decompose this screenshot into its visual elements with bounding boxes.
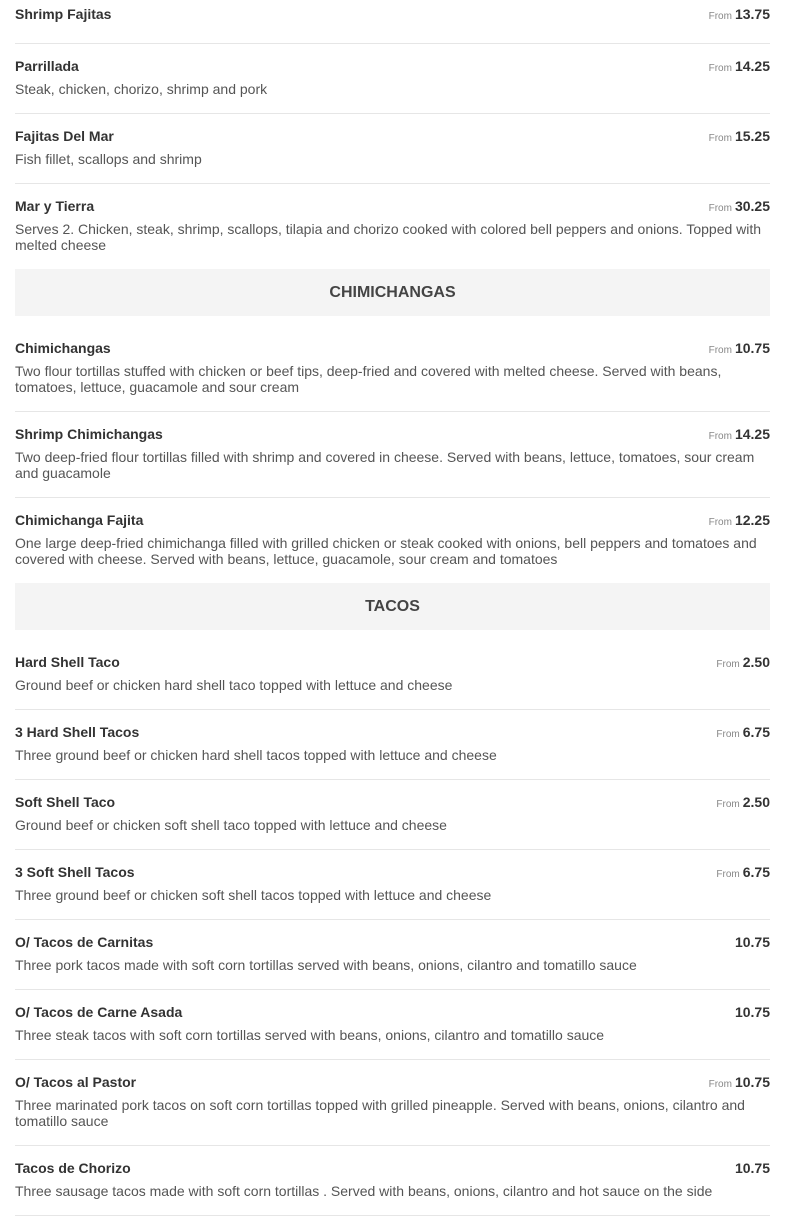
menu-item[interactable] xyxy=(15,326,770,412)
menu-item-name: O/ Tacos de Carne Asada xyxy=(15,1004,183,1020)
price-from-label: From xyxy=(708,11,732,22)
price-from-label: From xyxy=(716,659,740,670)
menu-item-price-group xyxy=(716,794,770,812)
menu-item-name: Hard Shell Taco xyxy=(15,654,120,670)
menu-item-price-group xyxy=(709,340,770,358)
price-from-label: From xyxy=(708,517,732,528)
menu-item-price: 10.75 xyxy=(734,934,770,950)
menu-item-description: Three ground beef or chicken hard shell tacos topped with lettuce and cheese xyxy=(15,747,497,763)
menu-item-price-group xyxy=(709,128,770,146)
menu-item-name: Shrimp Chimichangas xyxy=(15,426,163,442)
menu-item-price: 10.75 xyxy=(734,1074,770,1090)
menu-item-description: Fish fillet, scallops and shrimp xyxy=(15,151,202,167)
menu-item-description: Three marinated pork tacos on soft corn tortillas topped with grilled pineapple. Served with beans, onions, cilantro and tomatillo sauce xyxy=(15,1097,745,1129)
menu-item-header xyxy=(15,426,770,444)
section-header: CHIMICHANGAS xyxy=(15,269,770,316)
menu-item-header xyxy=(15,58,770,76)
menu-item-price-group xyxy=(716,864,770,882)
menu-item-price: 2.50 xyxy=(742,654,770,670)
menu-item-description: One large deep-fried chimichanga filled with grilled chicken or steak cooked with onions, bell peppers and tomatoes and covered with cheese. Served with beans, lettuce, guacamole, sour cream and tomatoes xyxy=(15,535,757,567)
menu-item[interactable] xyxy=(15,640,770,710)
menu-item-name: O/ Tacos al Pastor xyxy=(15,1074,137,1090)
menu-item-name: Fajitas Del Mar xyxy=(15,128,114,144)
menu-item-header xyxy=(15,512,770,530)
price-from-label: From xyxy=(708,203,732,214)
menu-item-name: Tacos de Chorizo xyxy=(15,1160,131,1176)
menu-item-price-group xyxy=(735,934,770,952)
menu-item-header xyxy=(15,864,770,882)
section-header: TACOS xyxy=(15,583,770,630)
menu-item-description: Ground beef or chicken hard shell taco topped with lettuce and cheese xyxy=(15,677,453,693)
menu-item-price: 10.75 xyxy=(734,1160,770,1176)
menu-item-price: 13.75 xyxy=(734,6,770,22)
menu-item-header xyxy=(15,198,770,216)
menu-item-price: 12.25 xyxy=(734,512,770,528)
menu-item[interactable] xyxy=(15,412,770,498)
menu-item-price: 10.75 xyxy=(734,1004,770,1020)
menu-item-price: 2.50 xyxy=(742,794,770,810)
menu-item-price-group xyxy=(735,1160,770,1178)
menu-item-name: Chimichangas xyxy=(15,340,111,356)
menu-item-name: 3 Soft Shell Tacos xyxy=(15,864,135,880)
menu-item-description: Three pork tacos made with soft corn tortillas served with beans, onions, cilantro and tomatillo sauce xyxy=(15,957,637,973)
menu-item-price-group xyxy=(709,426,770,444)
menu-item[interactable] xyxy=(15,0,770,44)
price-from-label: From xyxy=(716,799,740,810)
menu-item-description: Serves 2. Chicken, steak, shrimp, scallops, tilapia and chorizo cooked with colored bell peppers and onions. Topped with melted cheese xyxy=(15,221,762,253)
price-from-label: From xyxy=(708,1079,732,1090)
menu-item-header xyxy=(15,654,770,672)
menu-item-header xyxy=(15,934,770,952)
menu-item-price: 6.75 xyxy=(742,724,770,740)
price-from-label: From xyxy=(708,63,732,74)
menu-item-description: Three steak tacos with soft corn tortillas served with beans, onions, cilantro and tomatillo sauce xyxy=(15,1027,605,1043)
menu-item-price-group xyxy=(716,654,770,672)
menu-item[interactable] xyxy=(15,498,770,583)
menu-item-description: Two deep-fried flour tortillas filled with shrimp and covered in cheese. Served with beans, lettuce, tomatoes, sour cream and guacamole xyxy=(15,449,755,481)
menu-item-header xyxy=(15,1160,770,1178)
menu-item-header xyxy=(15,724,770,742)
menu-item-price: 6.75 xyxy=(742,864,770,880)
menu-item-header xyxy=(15,128,770,146)
menu-item-name: Soft Shell Taco xyxy=(15,794,116,810)
menu-item-description: Ground beef or chicken soft shell taco topped with lettuce and cheese xyxy=(15,817,447,833)
price-from-label: From xyxy=(708,133,732,144)
menu-item-price: 30.25 xyxy=(734,198,770,214)
menu-item-price: 15.25 xyxy=(734,128,770,144)
price-from-label: From xyxy=(716,869,740,880)
menu-item-header xyxy=(15,6,770,24)
menu-item-name: Parrillada xyxy=(15,58,79,74)
menu-item-name: O/ Tacos de Carnitas xyxy=(15,934,154,950)
menu-item-name: Shrimp Fajitas xyxy=(15,6,112,22)
price-from-label: From xyxy=(708,345,732,356)
menu-item-description: Steak, chicken, chorizo, shrimp and pork xyxy=(15,81,268,97)
menu-item-price-group xyxy=(709,1074,770,1092)
menu-item[interactable] xyxy=(15,850,770,920)
menu-item-header xyxy=(15,794,770,812)
menu-item-description: Three sausage tacos made with soft corn tortillas . Served with beans, onions, cilantro and hot sauce on the side xyxy=(15,1183,713,1199)
menu-item-name: 3 Hard Shell Tacos xyxy=(15,724,140,740)
menu-item-description: Two flour tortillas stuffed with chicken or beef tips, deep-fried and covered with melted cheese. Served with beans, tomatoes, lettuce, guacamole and sour cream xyxy=(15,363,722,395)
menu-item[interactable] xyxy=(15,184,770,269)
menu-item-name: Mar y Tierra xyxy=(15,198,95,214)
menu-item-price-group xyxy=(709,198,770,216)
menu-item-header xyxy=(15,1004,770,1022)
menu-item[interactable] xyxy=(15,1060,770,1146)
price-from-label: From xyxy=(708,431,732,442)
menu-item[interactable] xyxy=(15,920,770,990)
menu-item-price: 10.75 xyxy=(734,340,770,356)
menu-item-price-group xyxy=(709,6,770,24)
menu-item[interactable] xyxy=(15,44,770,114)
menu-item-price-group xyxy=(709,512,770,530)
menu-item[interactable] xyxy=(15,990,770,1060)
menu-item[interactable] xyxy=(15,780,770,850)
menu-item[interactable] xyxy=(15,710,770,780)
menu-item-price-group xyxy=(716,724,770,742)
price-from-label: From xyxy=(716,729,740,740)
menu-item-description: Three ground beef or chicken soft shell tacos topped with lettuce and cheese xyxy=(15,887,492,903)
menu-item-price-group xyxy=(709,58,770,76)
menu-item[interactable] xyxy=(15,114,770,184)
menu-item-header xyxy=(15,1074,770,1092)
menu-item-price: 14.25 xyxy=(734,58,770,74)
menu-item-price-group xyxy=(735,1004,770,1022)
menu-item-price: 14.25 xyxy=(734,426,770,442)
menu-item-name: Chimichanga Fajita xyxy=(15,512,144,528)
menu-item-header xyxy=(15,340,770,358)
menu-item[interactable] xyxy=(15,1146,770,1216)
